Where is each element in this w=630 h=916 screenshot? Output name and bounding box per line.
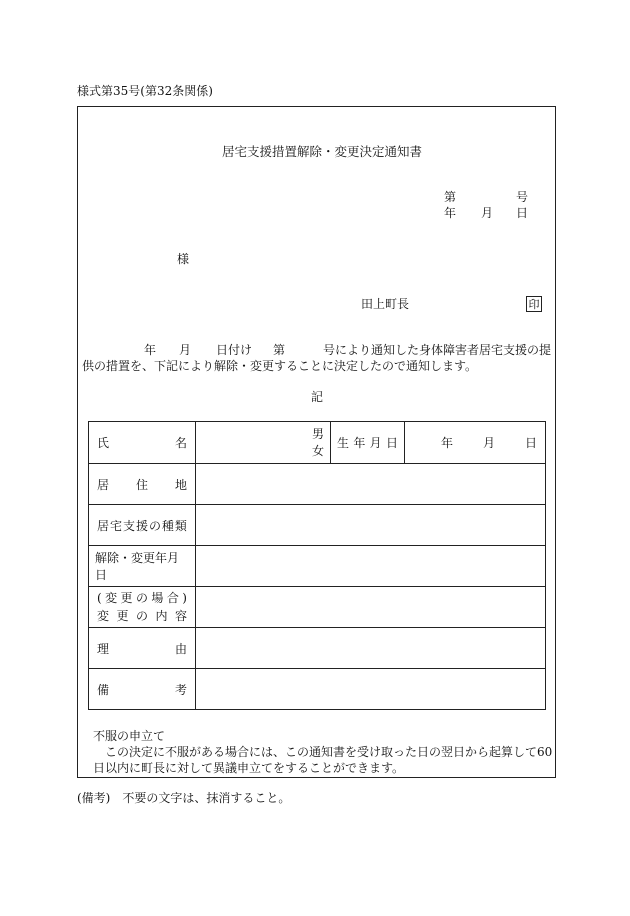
body-dated: 日付け bbox=[216, 343, 253, 357]
appeal-line2: 日以内に町長に対して異議申立てをすることができます。 bbox=[93, 761, 405, 775]
change-case-7: ) bbox=[182, 591, 187, 605]
change-content-1: 変 bbox=[97, 609, 110, 623]
residence-label-cell bbox=[89, 464, 196, 505]
footnote: (備考) 不要の文字は、抹消すること。 bbox=[77, 791, 291, 805]
reason-row bbox=[89, 628, 546, 669]
reason-value-cell bbox=[196, 628, 546, 669]
change-case-4: の bbox=[135, 591, 148, 605]
reason-label-cell bbox=[89, 628, 196, 669]
date-day: 日 bbox=[516, 206, 529, 220]
residence-label-1: 居 bbox=[97, 477, 110, 492]
change-content-row bbox=[89, 587, 546, 628]
addressee-suffix: 様 bbox=[177, 252, 190, 266]
remarks-label-2: 考 bbox=[174, 682, 187, 697]
name-value-cell bbox=[196, 422, 331, 464]
support-type-label-7: 類 bbox=[174, 518, 187, 533]
name-row bbox=[89, 422, 546, 464]
residence-row bbox=[89, 464, 546, 505]
reason-label-2: 由 bbox=[174, 641, 187, 656]
reason-label-1: 理 bbox=[97, 641, 110, 656]
residence-label-2: 住 bbox=[135, 477, 148, 492]
change-case-6: 合 bbox=[166, 591, 179, 605]
name-label-2: 名 bbox=[174, 436, 187, 450]
change-content-label-cell bbox=[89, 587, 196, 628]
remarks-value-cell bbox=[196, 669, 546, 710]
change-content-2: 更 bbox=[116, 609, 129, 623]
date-month: 月 bbox=[481, 206, 494, 220]
cancel-date-row bbox=[89, 546, 546, 587]
ref-dai: 第 bbox=[444, 190, 457, 204]
change-case-3: 更 bbox=[120, 591, 133, 605]
issuer: 田上町長 bbox=[361, 297, 410, 311]
dob-label-cell bbox=[331, 422, 405, 464]
appeal-line1: この決定に不服がある場合には、この通知書を受け取った日の翌日から起算して60 bbox=[105, 745, 553, 759]
dob-year: 年 bbox=[440, 436, 453, 450]
dob-label-3: 月 bbox=[369, 436, 382, 450]
body-year: 年 bbox=[144, 343, 157, 357]
sex-female: 女 bbox=[312, 443, 325, 458]
support-type-value-cell bbox=[196, 505, 546, 546]
change-case-2: 変 bbox=[105, 591, 118, 605]
dob-day: 日 bbox=[525, 436, 538, 450]
support-type-label-4: 援 bbox=[135, 518, 148, 533]
name-label-cell bbox=[89, 422, 196, 464]
change-content-value-cell bbox=[196, 587, 546, 628]
support-type-label-5: の bbox=[148, 518, 161, 533]
residence-label-3: 地 bbox=[174, 477, 187, 492]
dob-month: 月 bbox=[482, 436, 495, 450]
support-type-row bbox=[89, 505, 546, 546]
seal-mark: 印 bbox=[526, 296, 542, 312]
dob-label-2: 年 bbox=[353, 436, 366, 450]
remarks-row bbox=[89, 669, 546, 710]
appeal-heading: 不服の申立て bbox=[93, 729, 166, 743]
remarks-label-1: 備 bbox=[97, 682, 110, 697]
body-line1: 号により通知した身体障害者居宅支援の提 bbox=[323, 343, 552, 357]
dob-label-4: 日 bbox=[386, 436, 399, 450]
cancel-date-value-cell bbox=[196, 546, 546, 587]
sex-male: 男 bbox=[312, 427, 325, 442]
cancel-date-label: 解除・変更年月日 bbox=[95, 551, 180, 582]
ref-go: 号 bbox=[516, 190, 529, 204]
name-label-1: 氏 bbox=[97, 436, 110, 450]
dob-label-1: 生 bbox=[337, 436, 350, 450]
cancel-date-label-cell bbox=[89, 546, 196, 587]
change-case-1: ( bbox=[97, 591, 102, 605]
form-number: 様式第35号(第32条関係) bbox=[77, 84, 213, 98]
support-type-label-1: 居 bbox=[97, 518, 110, 533]
body-line2: 供の措置を、下記により解除・変更することに決定したので通知します。 bbox=[82, 359, 478, 373]
body-dai: 第 bbox=[273, 343, 286, 357]
support-type-label-2: 宅 bbox=[109, 518, 122, 533]
date-year: 年 bbox=[444, 206, 457, 220]
document-title: 居宅支援措置解除・変更決定通知書 bbox=[222, 144, 423, 159]
support-type-label-3: 支 bbox=[122, 518, 135, 533]
change-content-3: の bbox=[135, 609, 148, 623]
support-type-label-cell bbox=[89, 505, 196, 546]
remarks-label-cell bbox=[89, 669, 196, 710]
change-content-5: 容 bbox=[174, 609, 187, 623]
support-type-label-6: 種 bbox=[161, 518, 174, 533]
body-month: 月 bbox=[179, 343, 192, 357]
ki-mark: 記 bbox=[311, 390, 324, 404]
detail-table bbox=[88, 421, 546, 710]
change-content-4: 内 bbox=[155, 609, 168, 623]
residence-value-cell bbox=[196, 464, 546, 505]
change-case-5: 場 bbox=[151, 591, 164, 605]
dob-value-cell bbox=[405, 422, 546, 464]
